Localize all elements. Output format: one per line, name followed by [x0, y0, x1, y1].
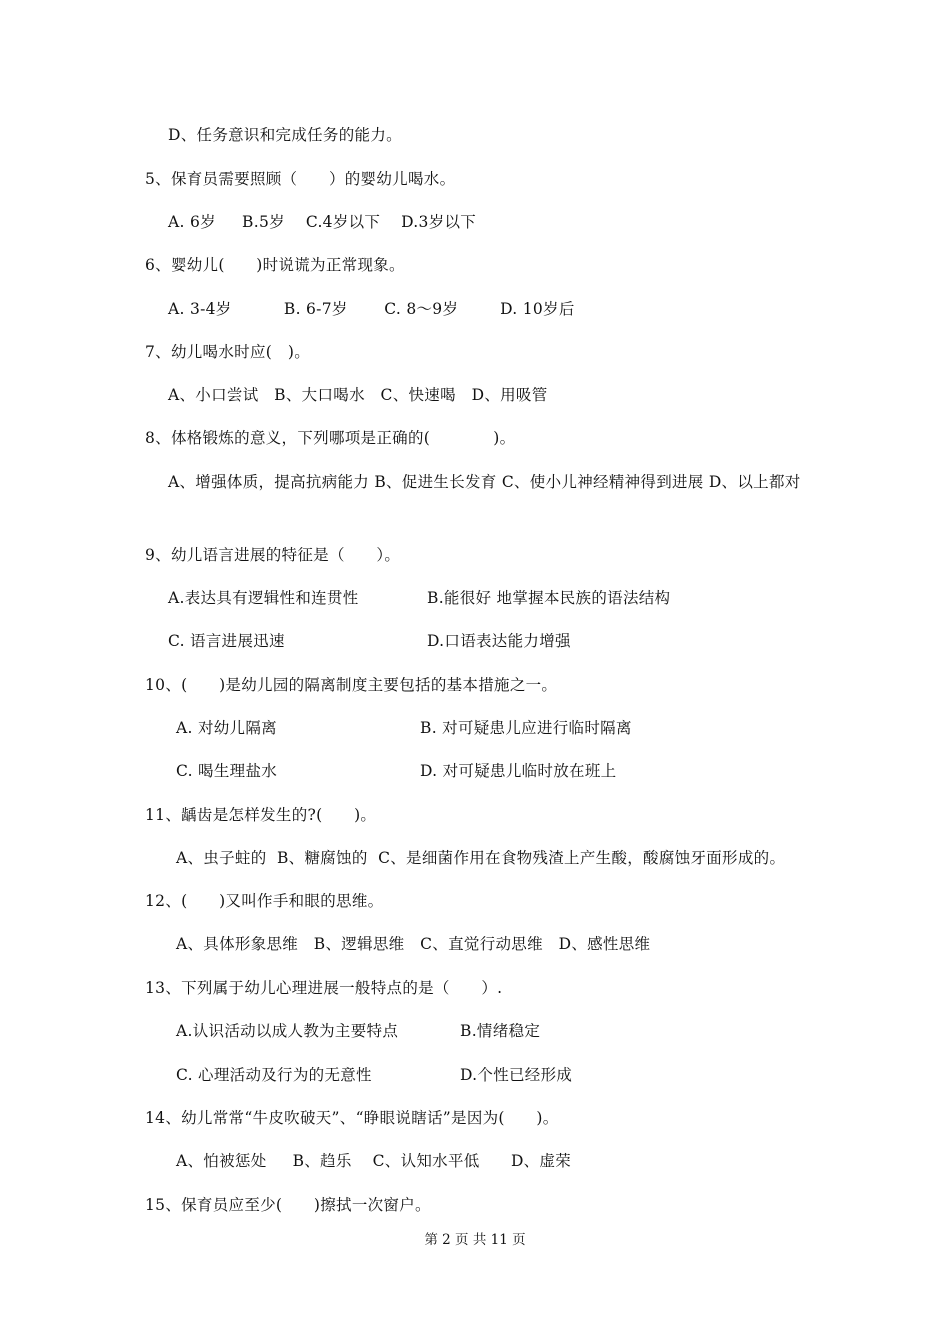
question-7-options: A、小口尝试 B、大口喝水 C、快速喝 D、用吸管 — [168, 386, 548, 404]
question-10-option-b: B. 对可疑患儿应进行临时隔离 — [420, 719, 632, 737]
question-13-option-b: B.情绪稳定 — [460, 1022, 541, 1040]
question-10-option-c: C. 喝生理盐水 — [176, 762, 278, 780]
question-8: 8、体格锻炼的意义，下列哪项是正确的( )。 — [145, 429, 516, 447]
question-11-options: A、虫子蛀的 B、糖腐蚀的 C、是细菌作用在食物残渣上产生酸，酸腐蚀牙面形成的。 — [176, 849, 786, 867]
page-footer: 第 2 页 共 11 页 — [424, 1232, 526, 1248]
question-15: 15、保育员应至少( )擦拭一次窗户。 — [145, 1196, 431, 1214]
question-13-option-c: C. 心理活动及行为的无意性 — [176, 1066, 372, 1084]
question-12: 12、( )又叫作手和眼的思维。 — [145, 892, 384, 910]
question-9-option-b: B.能很好 地掌握本民族的语法结构 — [427, 589, 671, 607]
question-10: 10、( )是幼儿园的隔离制度主要包括的基本措施之一。 — [145, 676, 558, 694]
question-7: 7、幼儿喝水时应( )。 — [145, 343, 311, 361]
question-13: 13、下列属于幼儿心理进展一般特点的是（ ）. — [145, 979, 503, 997]
option-line: D、任务意识和完成任务的能力。 — [168, 126, 402, 144]
question-5-options: A. 6岁 B.5岁 C.4岁以下 D.3岁以下 — [168, 213, 477, 231]
question-9-option-c: C. 语言进展迅速 — [168, 632, 285, 650]
question-11: 11、龋齿是怎样发生的?( )。 — [145, 806, 377, 824]
question-14: 14、幼儿常常“牛皮吹破天”、“睁眼说瞎话”是因为( )。 — [145, 1109, 559, 1127]
question-9-option-d: D.口语表达能力增强 — [427, 632, 571, 650]
question-12-options: A、具体形象思维 B、逻辑思维 C、直觉行动思维 D、感性思维 — [176, 935, 651, 953]
question-5: 5、保育员需要照顾（ ）的婴幼儿喝水。 — [145, 170, 456, 188]
question-13-option-a: A.认识活动以成人教为主要特点 — [176, 1022, 399, 1040]
question-10-option-a: A. 对幼儿隔离 — [176, 719, 277, 737]
question-6-options: A. 3-4岁 B. 6-7岁 C. 8～9岁 D. 10岁后 — [168, 300, 575, 318]
question-6: 6、婴幼儿( )时说谎为正常现象。 — [145, 256, 405, 274]
question-9: 9、幼儿语言进展的特征是（ ）。 — [145, 546, 401, 564]
question-13-option-d: D.个性已经形成 — [460, 1066, 573, 1084]
question-10-option-d: D. 对可疑患儿临时放在班上 — [420, 762, 617, 780]
question-9-option-a: A.表达具有逻辑性和连贯性 — [168, 589, 359, 607]
question-14-options: A、怕被惩处 B、趋乐 C、认知水平低 D、虚荣 — [176, 1152, 572, 1170]
question-8-options: A、增强体质，提高抗病能力 B、促进生长发育 C、使小儿神经精神得到进展 D、以上都对 — [168, 473, 801, 491]
